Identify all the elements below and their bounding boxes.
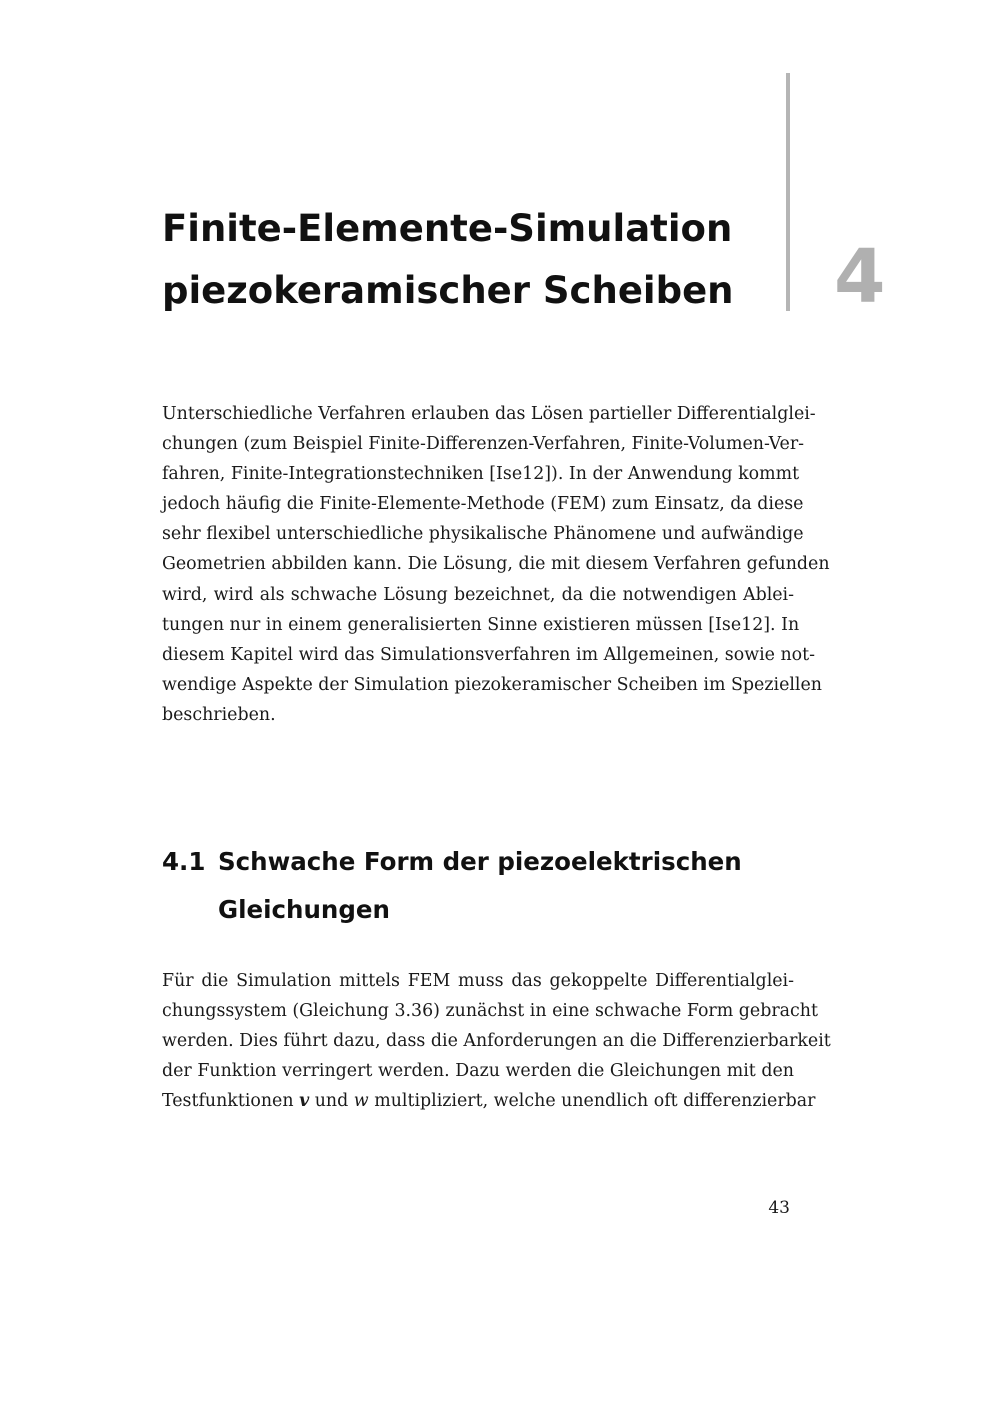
chapter-divider-rule [786, 73, 790, 311]
section-line-with-math [162, 1086, 816, 1116]
chapter-title [162, 198, 772, 322]
section-title-line-1: Schwache Form der piezoelektrischen [218, 847, 742, 876]
intro-line: sehr flexibel unterschiedliche physikalische Phänomene und aufwändige [162, 524, 804, 545]
section-line: werden. Dies führt dazu, dass die Anforderungen an die Differenzierbarkeit [162, 1031, 831, 1052]
line-text-between: und [309, 1091, 354, 1112]
line-text-after: multipliziert, welche unendlich oft differenzierbar [368, 1091, 816, 1112]
chapter-number: 4 [834, 234, 886, 320]
intro-line: diesem Kapitel wird das Simulationsverfahren im Allgemeinen, sowie not- [162, 644, 816, 665]
intro-line: chungen (zum Beispiel Finite-Differenzen-Verfahren, Finite-Volumen-Ver- [162, 434, 805, 455]
intro-line: tungen nur in einem generalisierten Sinne existieren müssen [Ise12]. In [162, 614, 800, 635]
section-line: chungssystem (Gleichung 3.36) zunächst in eine schwache Form gebracht [162, 1001, 818, 1022]
intro-line: fahren, Finite-Integrationstechniken [Ise12]). In der Anwendung kommt [162, 464, 800, 485]
intro-line: beschrieben. [162, 704, 276, 725]
section-paragraph [162, 966, 831, 1116]
section-title [218, 838, 742, 934]
intro-line: jedoch häufig die Finite-Elemente-Methode (FEM) zum Einsatz, da diese [162, 494, 804, 515]
intro-line: wird, wird als schwache Lösung bezeichnet, da die notwendigen Ablei- [162, 584, 794, 605]
section-number: 4.1 [162, 847, 206, 876]
chapter-title-line-1: Finite-Elemente-Simulation [162, 207, 733, 250]
intro-line: Geometrien abbilden kann. Die Lösung, die mit diesem Verfahren gefunden [162, 554, 830, 575]
intro-line: wendige Aspekte der Simulation piezokeramischer Scheiben im Speziellen [162, 674, 822, 695]
section-title-line-2: Gleichungen [218, 895, 390, 924]
section-line: Für die Simulation mittels FEM muss das gekoppelte Differentialglei- [162, 971, 794, 991]
intro-paragraph [162, 399, 830, 730]
line-text-before: Testfunktionen [162, 1091, 300, 1112]
page-number: 43 [768, 1198, 790, 1218]
chapter-title-line-2: piezokeramischer Scheiben [162, 269, 734, 312]
section-line: der Funktion verringert werden. Dazu werden die Gleichungen mit den [162, 1061, 794, 1082]
math-symbol-v: v [299, 1091, 310, 1112]
math-symbol-w: w [353, 1091, 369, 1112]
intro-line: Unterschiedliche Verfahren erlauben das Lösen partieller Differentialglei- [162, 404, 816, 424]
